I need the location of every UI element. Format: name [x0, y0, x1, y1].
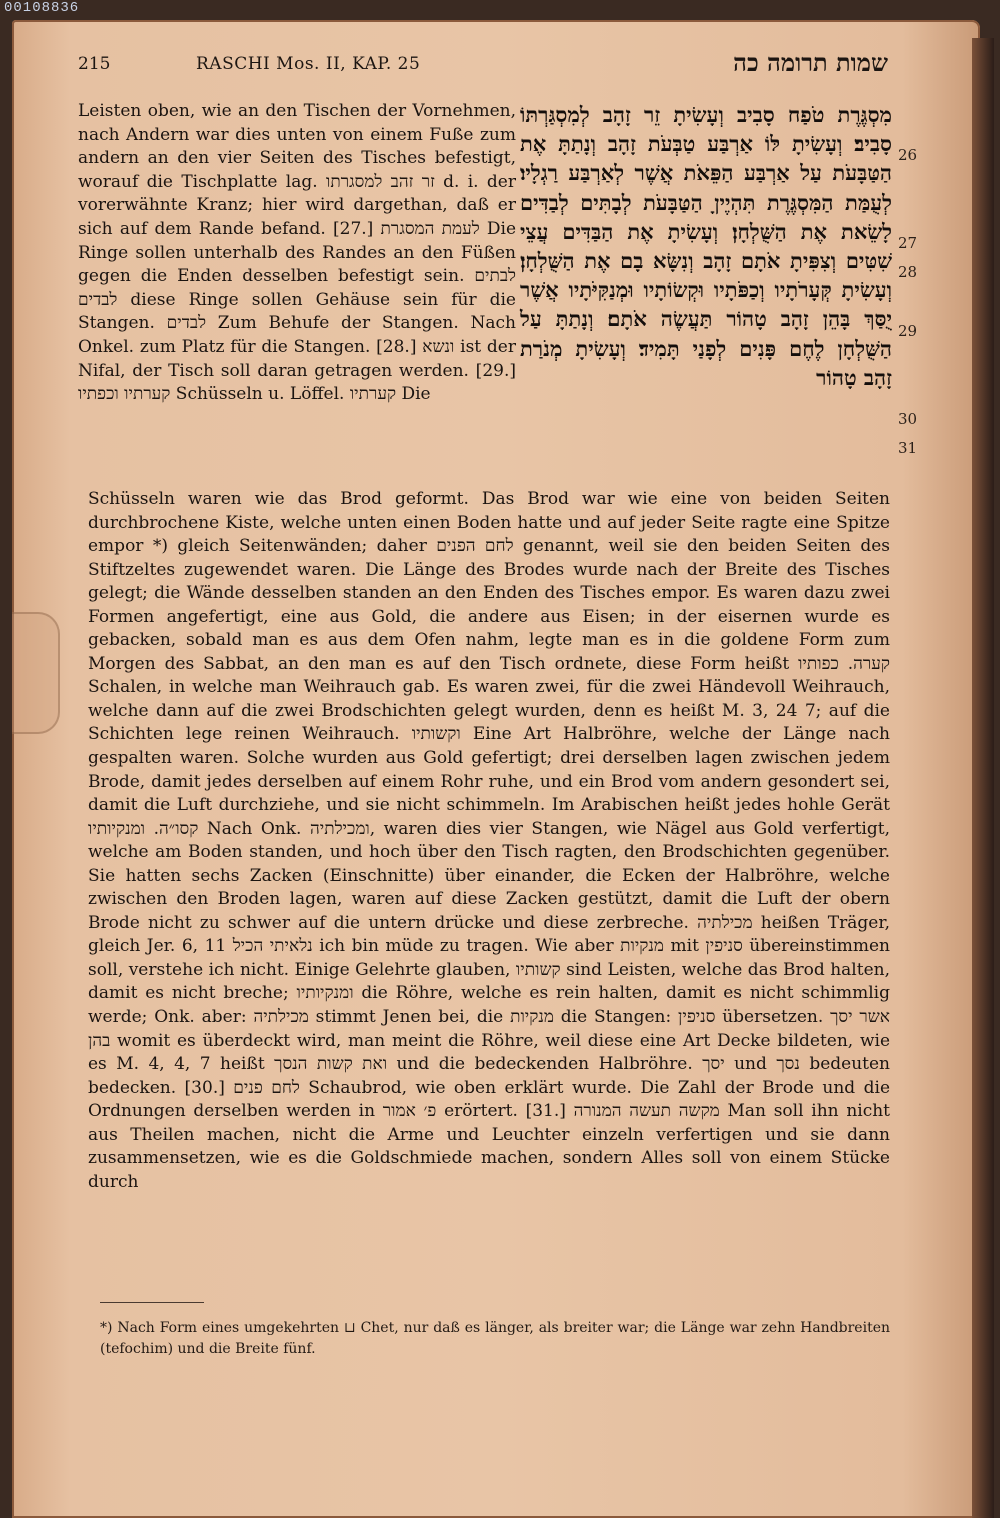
book-spine-edge [972, 38, 994, 1518]
verse-number: 28 [898, 263, 918, 281]
hebrew-bible-text: מִסְגֶּרֶת טֹפַח סָבִיב וְעָשִׂיתָ זֵר זָהָב לְמִסְגַּרְתּוֹ סָבִיב׃ וְעָשִׂיתָ לּוֹ אַרְבַּע טַבְּעֹת זָהָב וְנָתַתָּ אֶת הַטַּבָּעֹת עַל אַרְבַּע הַפֵּאֹת אֲשֶׁר לְאַרְבַּע רַגְלָיו׃ לְעֻמַּת הַמִּסְגֶּרֶת תִּהְיֶיןָ הַטַּבָּעֹת לְבָתִּים לְבַדִּים לָשֵׂאת אֶת הַשֻּׁלְחָן׃ וְעָשִׂיתָ אֶת הַבַּדִּים עֲצֵי שִׁטִּים וְצִפִּיתָ אֹתָם זָהָב וְנִשָּׂא בָם אֶת הַשֻּׁלְחָן׃ וְעָשִׂיתָ קְּעָרֹתָיו וְכַפֹּתָיו וּקְשׂוֹתָיו וּמְנַקִּיֹּתָיו אֲשֶׁר יֻסַּךְ בָּהֵן זָהָב טָהוֹר תַּעֲשֶׂה אֹתָם׃ וְנָתַתָּ עַל הַשֻּׁלְחָן לֶחֶם פָּנִים לְפָנַי תָּמִיד׃ וְעָשִׂיתָ מְנֹרַת זָהָב טָהוֹר [520, 102, 892, 390]
hebrew-running-title: שמות תרומה כה [733, 48, 888, 77]
verse-number: 26 [898, 146, 918, 164]
commentary-full-width: Schüsseln waren wie das Brod geformt. Das Brod war wie eine von beiden Seiten durchbrochene Kiste, welche unten einen Boden hatte und auf jeder Seite ragte eine Spitze empor *) gleich Seitenwänden; daher לחם הפנים genannt, weil sie den beiden Seiten des Stiftzeltes zugewendet waren. Die Länge des Brodes wurde nach der Breite des Tisches gelegt; die Wände desselben standen an den Enden des Tisches empor. Es waren dazu zwei Formen angefertigt, eine aus Gold, die andere aus Eisen; in der eisernen wurde es gebacken, sobald man es aus dem Ofen nahm, legte man es in die goldene Form zum Morgen des Sabbat, an den man es auf den Tisch ordnete, diese Form heißt קערה. כפותיו Schalen, in welche man Weihrauch gab. Es waren zwei, für die zwei Händevoll Weihrauch, welche dann auf die zwei Brodschichten gelegt wurden, denn es heißt M. 3, 24 7; auf die Schichten lege reinen Weihrauch. וקשותיו Eine Art Halbröhre, welche der Länge nach gespalten waren. Solche wurden aus Gold gefertigt; drei derselben lagen zwischen jedem Brode, damit jedes derselben auf einem Rohr ruhe, und ein Brod vom andern gesondert sei, damit die Luft durchziehe, und sie nicht schimmeln. Im Arabischen heißt jedes hohle Gerät קסו״ה. ומנקיותיו Nach Onk. ומכילתיה, waren dies vier Stangen, wie Nägel aus Gold verfertigt, welche am Boden standen, und hoch über den Tisch ragten, den Brodschichten gegenüber. Sie hatten sechs Zacken (Einschnitte) über einander, die Ecken der Halbröhre, welche zwischen den Broden lagen, waren auf diese Zacken gestützt, damit die Luft der obern Brode nicht zu schwer auf die untern drücke und diese zerbreche. מכילתיה heißen Träger, gleich Jer. 6, 11 נלאיתי הכיל ich bin müde zu tragen. Wie aber מנקיות mit סניפין übereinstimmen soll, verstehe ich nicht. Einige Gelehrte glauben, קשותיו sind Leisten, welche das Brod halten, damit es nicht breche; ומנקיותיו die Röhre, welche es rein halten, damit es nicht schimmlig werde; Onk. aber: מכילתיה stimmt Jenen bei, die מנקיות die Stangen: סניפין übersetzen. אשר יסך בהן womit es überdeckt wird, man meint die Röhre, weil diese eine Art Decke bildeten, wie es M. 4, 4, 7 heißt ואת קשות הנסך und die bedeckenden Halbröhre. יסך und נסך bedeuten bedecken. [30.] לחם פנים Schaubrod, wie oben erklärt wurde. Die Zahl der Brode und die Ordnungen derselben werden in פ׳ אמור erörtert. [31.] מקשה תעשה המנורה Man soll ihn nicht aus Theilen machen, nicht die Arme und Leuchter einzeln verfertigen und sie dann zusammensetzen, wie es die Goldschmiede machen, sondern Alles soll von einem Stücke durch [88, 489, 891, 1192]
verse-number: 27 [898, 234, 918, 252]
verse-number: 29 [898, 322, 918, 340]
verse-number: 30 [898, 410, 918, 428]
page-number: 215 [78, 54, 111, 74]
running-title: RASCHI Mos. II, KAP. 25 [196, 54, 421, 74]
footnote-separator [100, 1302, 204, 1303]
footnote: *) Nach Form eines umgekehrten ⊔ Chet, nur daß es länger, als breiter war; die Länge war zehn Handbreiten (tefochim) und die Breite fünf. [100, 1320, 890, 1357]
scan-id-label: 00108836 [4, 0, 80, 16]
verse-number: 31 [898, 439, 918, 457]
commentary-top-column: Leisten oben, wie an den Tischen der Vornehmen, nach Andern war dies unten von einem Fuße zum andern an den vier Seiten des Tisches befestigt, worauf die Tischplatte lag. זר זהב למסגרתו d. i. der vorerwähnte Kranz; hier wird dargethan, daß er sich auf dem Rande befand. [27.] לעמת המסגרת Die Ringe sollen unterhalb des Randes an den Füßen gegen die Enden desselben befestigt sein. לבתים לבדים diese Ringe sollen Gehäuse sein für die Stangen. לבדים Zum Behufe der Stangen. Nach Onkel. zum Platz für die Stangen. [28.] ונשא ist der Nifal, der Tisch soll daran getragen werden. [29.] קערתיו וכפתיו Schüsseln u. Löffel. קערתיו Die [78, 101, 517, 405]
page-header [78, 46, 888, 76]
page-tab-marker [12, 612, 60, 734]
